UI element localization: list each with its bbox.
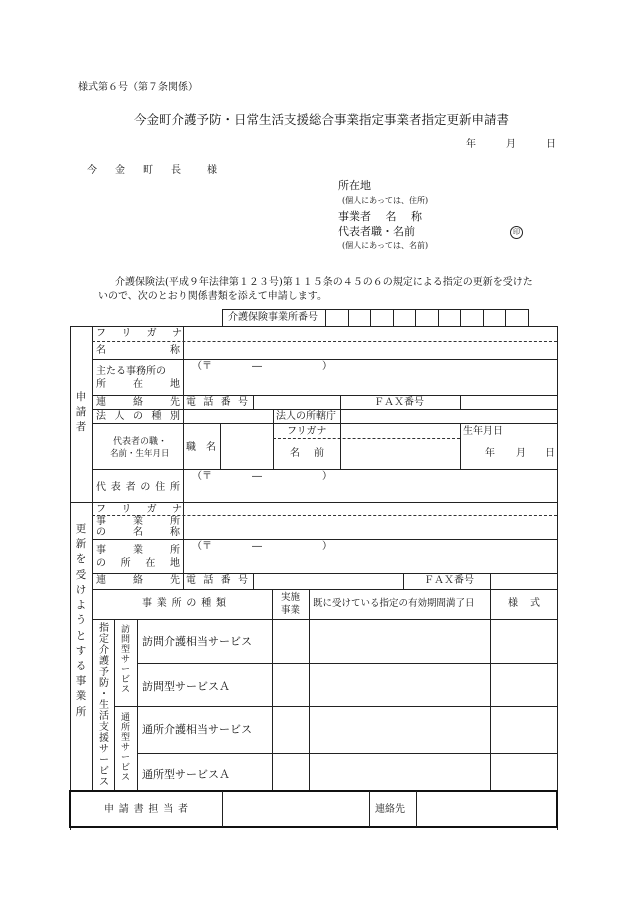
applicant-group-label: 申 請 者 — [75, 391, 87, 434]
main-office-postal[interactable]: （〒 ― ） — [192, 361, 332, 372]
rep-name-label: 名 前 — [290, 448, 324, 459]
address-note: (個人にあっては、住所) — [342, 196, 429, 205]
office-phone-label: 電 話 番 号 — [186, 575, 248, 586]
office-address-postal[interactable]: （〒 ― ） — [192, 541, 332, 552]
service-row-2-expiry[interactable] — [310, 664, 489, 705]
corp-type-field[interactable] — [184, 410, 272, 422]
rep-title-label-2: 名前・生年月日 — [110, 449, 170, 459]
applicant-name-field[interactable] — [184, 342, 556, 358]
addressee: 今 金 町 長 様 — [87, 165, 217, 176]
main-office-label: 主たる事務所の — [96, 366, 166, 377]
intro-line-2: いので、次のとおり関係書類を添えて申請します。 — [98, 291, 327, 302]
phone-field[interactable] — [254, 396, 339, 408]
seal-mark: 印 — [510, 226, 523, 239]
staff-label: 申 請 書 担 当 者 — [104, 804, 188, 815]
phone-label: 電 話 番 号 — [186, 397, 248, 408]
rep-address-label: 代 表 者 の 住 所 — [96, 482, 180, 493]
commute-service-label: 通 所 型 サ ー ビ ス — [120, 713, 130, 784]
corp-authority-field[interactable] — [341, 410, 556, 422]
service-row-3-implement[interactable] — [273, 707, 308, 752]
date-month: 月 — [506, 139, 516, 150]
date-year: 年 — [466, 139, 476, 150]
rep-name-field[interactable] — [341, 439, 459, 468]
address-label: 所在地 — [338, 179, 371, 192]
service-row-1-expiry[interactable] — [310, 620, 489, 662]
service-row-4-expiry[interactable] — [310, 754, 489, 790]
intro-line-1: 介護保険法(平成９年法律第１２３号)第１１５条の４５の６の規定による指定の更新を受けた — [115, 277, 533, 288]
office-address-label: 事 業 所 — [96, 545, 180, 556]
office-fax-field[interactable] — [491, 574, 556, 588]
insurer-number-cells[interactable] — [326, 310, 528, 326]
position-field[interactable] — [221, 424, 272, 468]
date-day: 日 — [546, 139, 556, 150]
visit-service-label: 訪 問 型 サ ー ビ ス — [120, 625, 130, 696]
birth-date-label: 生年月日 — [463, 426, 503, 437]
office-name-field[interactable] — [184, 516, 556, 538]
designated-service-label: 指 定 介 護 予 防 ・ 生 活 支 援 サ ー ビ ス — [99, 623, 109, 788]
service-row-3-expiry[interactable] — [310, 707, 489, 752]
implement-header: 実施 — [281, 592, 301, 603]
office-name-label: 事 業 所 — [96, 516, 180, 527]
position-label: 職 名 — [186, 442, 216, 453]
applicant-name-label: 名 称 — [96, 345, 180, 356]
birth-day: 日 — [545, 448, 555, 459]
implement-header-2: 事業 — [281, 605, 301, 616]
office-fax-label: ＦＡＸ番号 — [424, 575, 474, 586]
service-row-4-implement[interactable] — [273, 754, 308, 790]
office-group-label: 更 新 を 受 け よ う と す る 事 業 所 — [75, 523, 87, 718]
service-row-1-implement[interactable] — [273, 620, 308, 662]
office-name-label-2: の 名 称 — [96, 527, 180, 538]
birth-year: 年 — [485, 448, 495, 459]
insurer-number-label: 介護保険事業所番号 — [228, 312, 318, 323]
rep-furigana-label: フリガナ — [287, 426, 327, 437]
rep-address-postal[interactable]: （〒 ― ） — [192, 471, 332, 482]
office-contact-label: 連 絡 先 — [96, 575, 180, 586]
footer-contact-field[interactable] — [417, 792, 555, 826]
corp-authority-label: 法人の所轄庁 — [276, 411, 336, 422]
footer-contact-label: 連絡先 — [375, 804, 405, 815]
service-row-3-label: 通所介護相当サービス — [142, 723, 252, 736]
furigana-label: フ リ ガ ナ — [96, 328, 182, 339]
staff-field[interactable] — [223, 792, 368, 826]
birth-month: 月 — [516, 448, 526, 459]
service-row-4-label: 通所型サービスＡ — [142, 768, 230, 781]
office-phone-field[interactable] — [254, 574, 402, 588]
rep-title-label: 代表者の職・ — [113, 437, 168, 447]
fax-field[interactable] — [461, 396, 556, 408]
contact-label: 連 絡 先 — [96, 397, 180, 408]
expiry-header: 既に受けている指定の有効期間満了日 — [313, 598, 475, 609]
office-furigana-label: フ リ ガ ナ — [96, 504, 182, 515]
corp-type-label: 法 人 の 種 別 — [96, 411, 180, 422]
form-number: 様式第６号（第７条関係） — [78, 82, 198, 93]
representative-note: (個人にあっては、名前) — [342, 241, 429, 250]
format-header: 様 式 — [508, 598, 540, 609]
office-address-label-2: の 所 在 地 — [96, 558, 180, 569]
representative-label: 代表者職・名前 — [338, 225, 415, 238]
service-type-header: 事 業 所 の 種 類 — [142, 598, 226, 609]
service-row-1-label: 訪問介護相当サービス — [142, 635, 252, 648]
service-row-2-label: 訪問型サービスＡ — [142, 680, 230, 693]
form-title: 今金町介護予防・日常生活支援総合事業指定事業者指定更新申請書 — [134, 112, 510, 127]
service-row-2-implement[interactable] — [273, 664, 308, 705]
main-office-location-label: 所 在 地 — [96, 379, 180, 390]
business-name-label: 事業者 名 称 — [338, 210, 422, 223]
fax-label: ＦＡＸ番号 — [374, 397, 424, 408]
